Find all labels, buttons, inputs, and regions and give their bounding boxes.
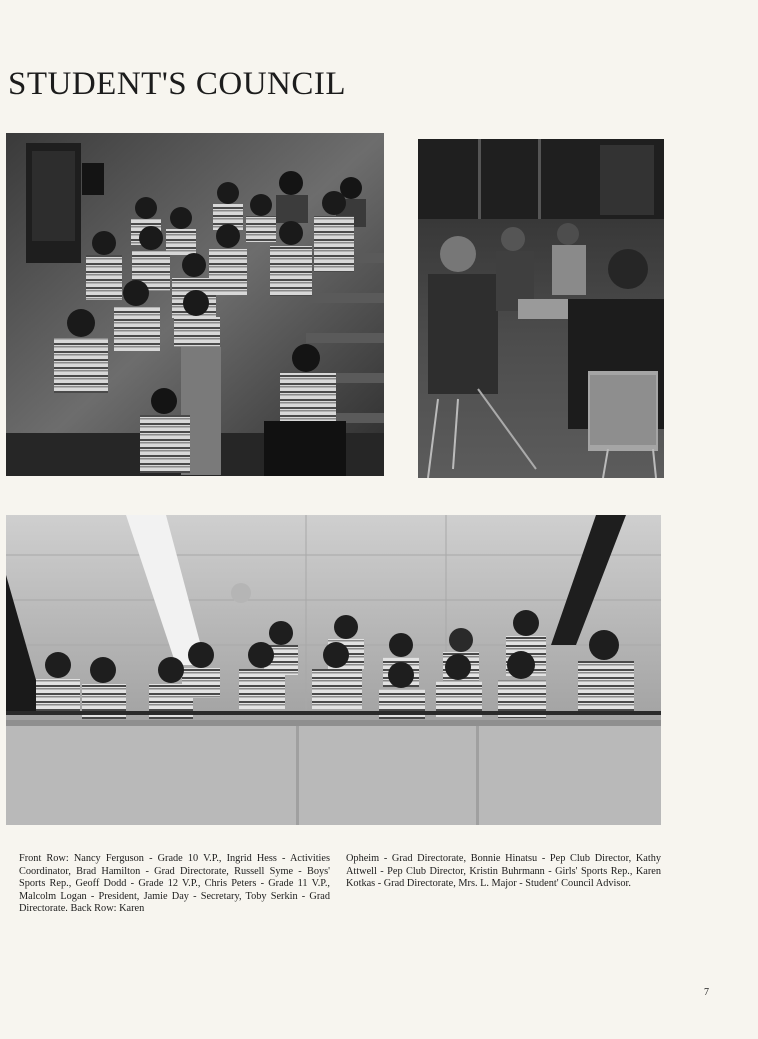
page-number: 7 [704, 987, 709, 998]
photo-caption-right: Opheim - Grad Directorate, Bonnie Hinatsu - Pep Club Director, Kathy Attwell - Pep Club Director, Kristin Buhrmann - Girls' Sports Rep., Karen Kotkas - Grad Directorate, Mrs. L. Major - Student' Council Advisor. [346, 853, 661, 890]
group-photo-on-stairs-icon [6, 133, 384, 476]
photo-caption-left: Front Row: Nancy Ferguson - Grade 10 V.P., Ingrid Hess - Activities Coordinator, Brad Hamilton - Grad Directorate, Russell Syme - Boys' Sports Rep., Geoff Dodd - Grade 12 V.P., Chris Peters - Grade 11 V.P., Malcolm Logan - President, Jamie Day - Secretary, Toby Serkin - Grad Directorate. Back Row: Karen [19, 853, 330, 915]
group-photo-on-balcony-icon [6, 515, 661, 825]
page-title: STUDENT'S COUNCIL [8, 66, 347, 102]
meeting-photo-icon [418, 139, 664, 478]
